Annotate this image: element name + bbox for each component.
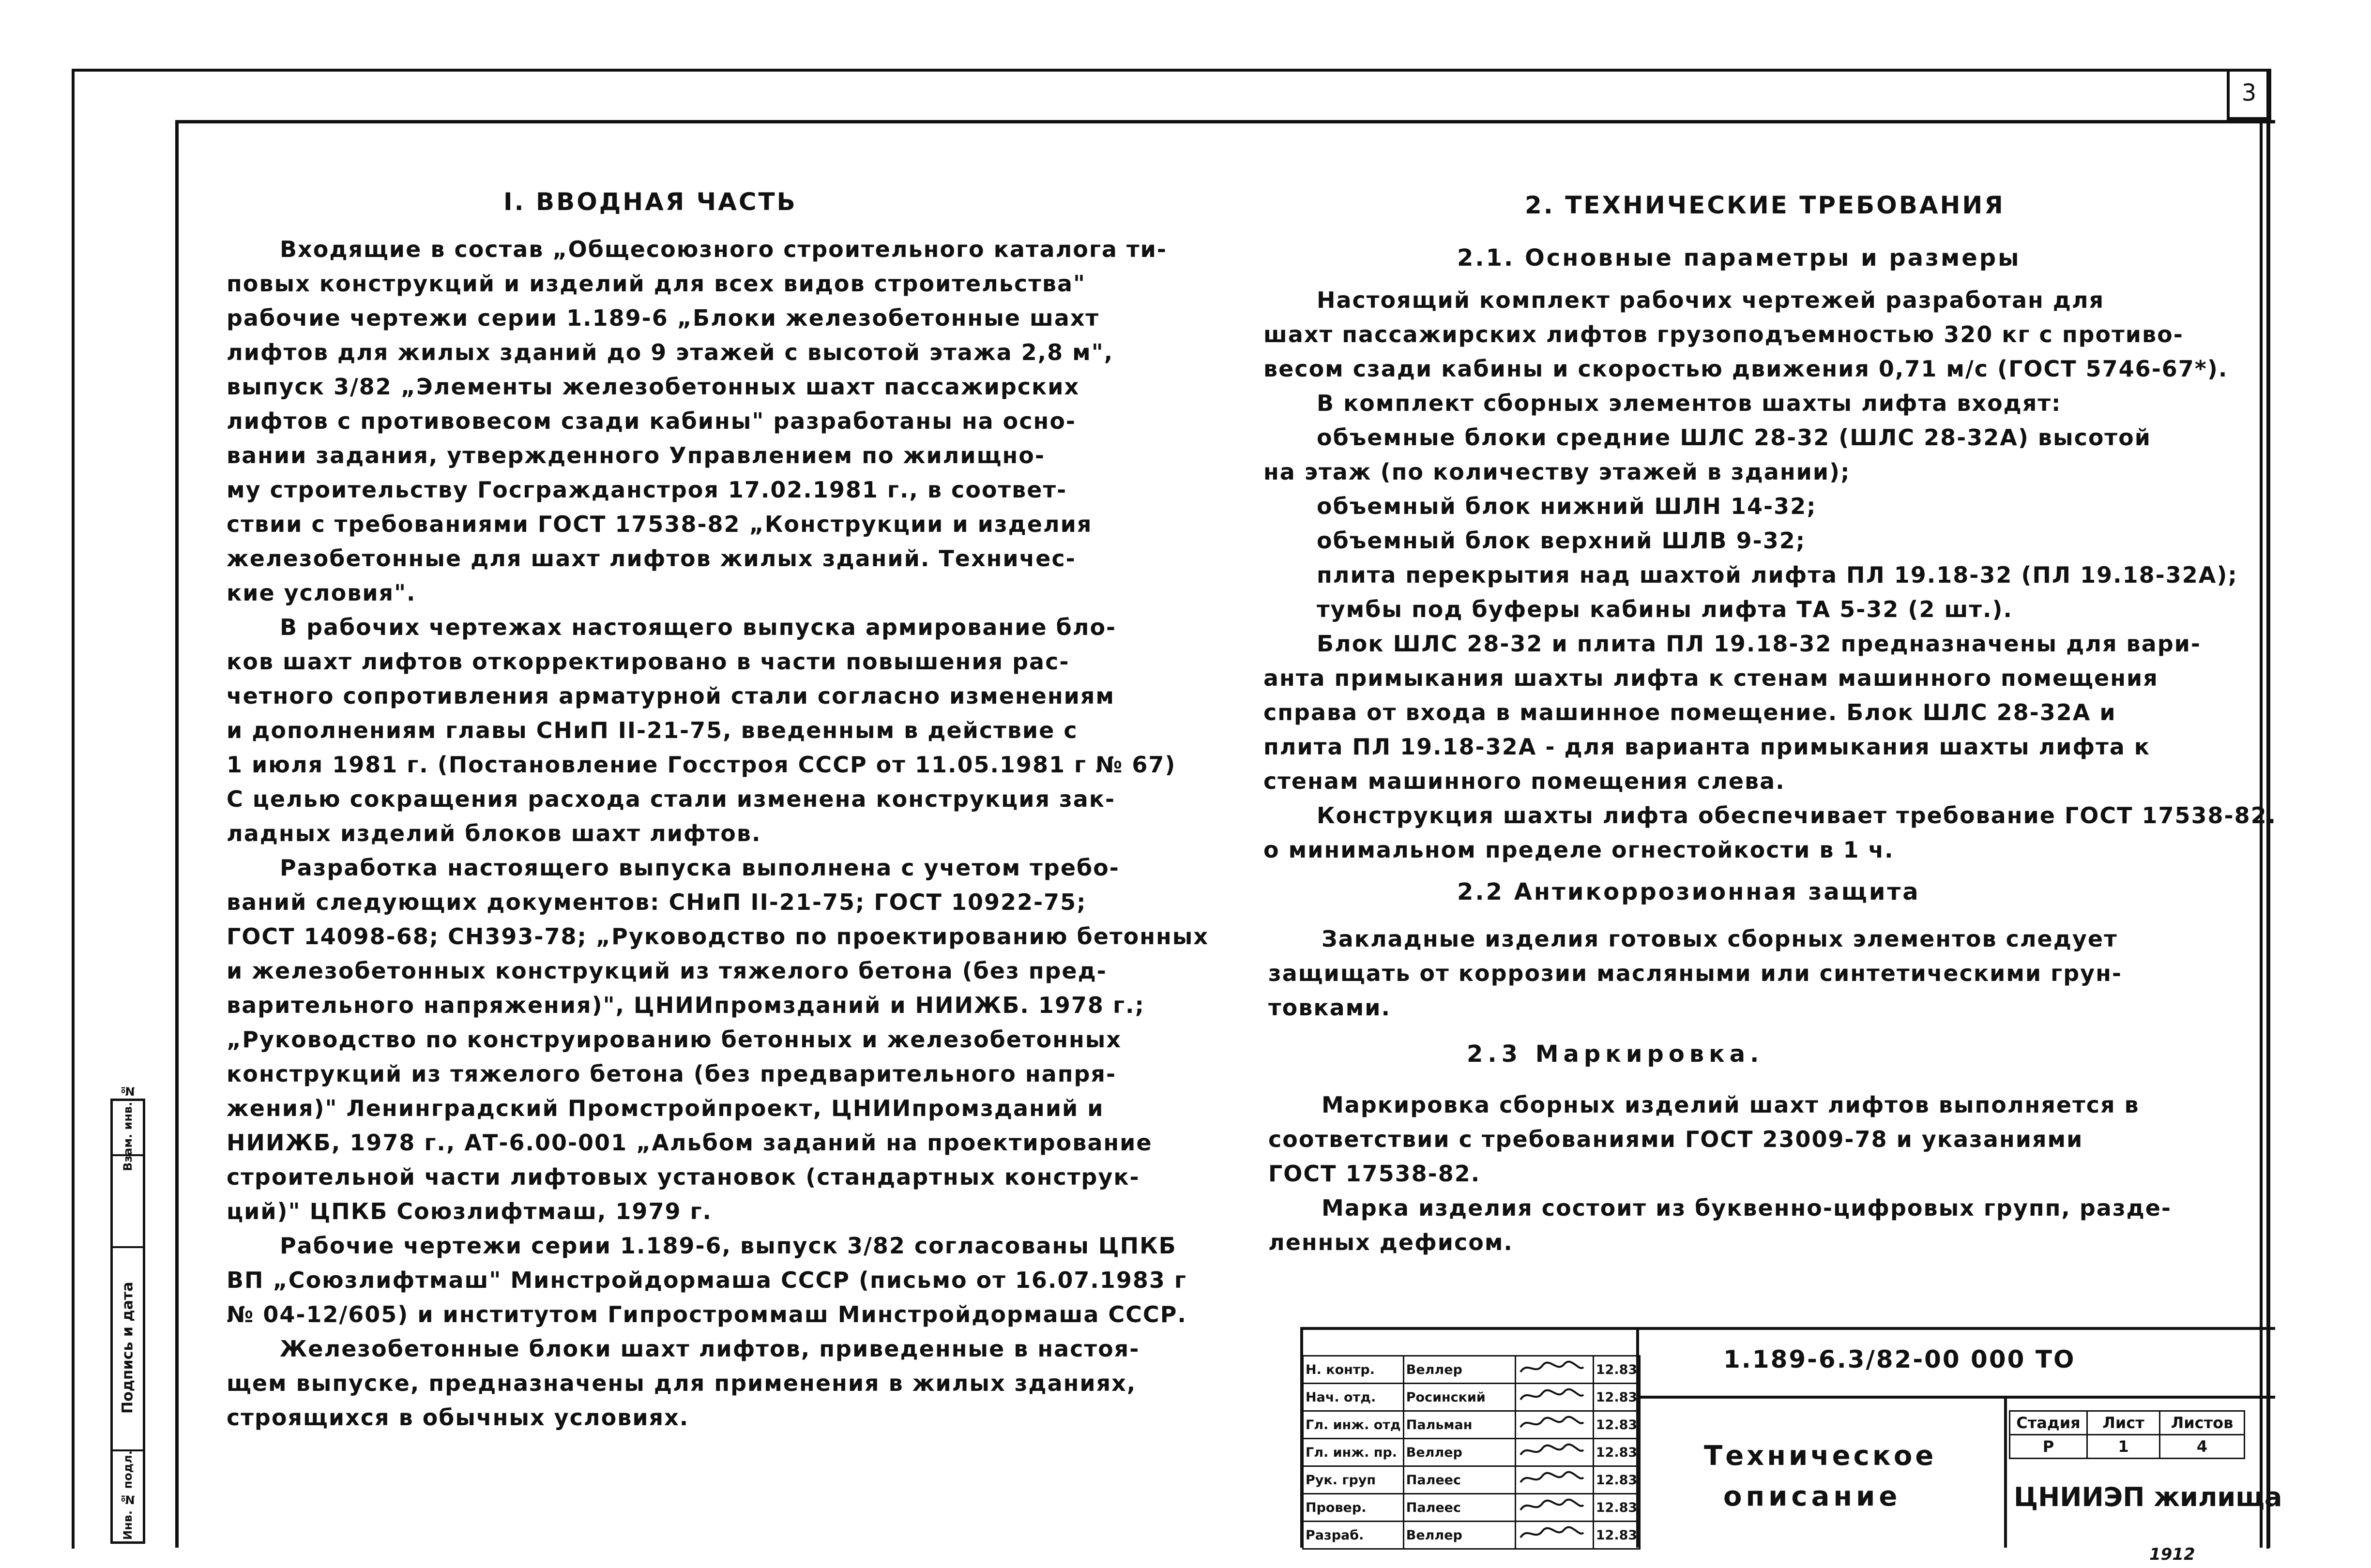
text-line: объемный блок нижний ШЛН 14-32;	[1317, 493, 1817, 519]
text-line: Разработка настоящего выпуска выполнена с учетом требо-	[280, 855, 1120, 881]
text-line: плита ПЛ 19.18-32А - для варианта примыкания шахты лифта к	[1263, 734, 2151, 760]
text-line: С целью сокращения расхода стали изменена конструкция зак-	[227, 786, 1116, 812]
text-line: ладных изделий блоков шахт лифтов.	[227, 820, 761, 846]
text-line: объемный блок верхний ШЛВ 9-32;	[1317, 528, 1806, 554]
text-line: лифтов для жилых зданий до 9 этажей с высотой этажа 2,8 м",	[227, 339, 1114, 365]
subsection-2-2-body	[1268, 922, 2122, 1025]
text-line: о минимальном пределе огнестойкости в 1 ч.	[1263, 837, 1894, 863]
sheet-label: Лист	[2087, 1411, 2160, 1435]
subsection-2-1-body	[1263, 283, 2277, 867]
signature-scribble	[1515, 1494, 1593, 1522]
text-line: и дополнениям главы СНиП II-21-75, введенным в действие с	[227, 717, 1078, 743]
text-line: Марка изделия состоит из буквенно-цифровых групп, разде-	[1322, 1195, 2172, 1221]
signature-name: Пальман	[1403, 1411, 1515, 1439]
text-line: товками.	[1268, 995, 1391, 1021]
text-line: В рабочих чертежах настоящего выпуска армирование бло-	[280, 614, 1117, 640]
signature-name: Веллер	[1403, 1439, 1515, 1466]
text-line: Закладные изделия готовых сборных элементов следует	[1322, 926, 2118, 952]
text-line: защищать от коррозии масляными или синтетическими грун-	[1268, 960, 2123, 986]
signature-name: Росинский	[1403, 1384, 1515, 1411]
text-line: шахт пассажирских лифтов грузоподъемностью 320 кг с противо-	[1263, 321, 2184, 347]
section1-body	[227, 232, 1209, 1435]
subsection-2-1-heading: 2.1. Основные параметры и размеры	[1457, 244, 2021, 271]
text-line: вании задания, утвержденного Управлением по жилищно-	[227, 442, 1045, 468]
signature-scribble-icon	[1518, 1524, 1586, 1543]
text-line: четного сопротивления арматурной стали согласно изменениям	[227, 683, 1115, 709]
subsection-2-3-heading: 2.3 Маркировка.	[1467, 1040, 1764, 1068]
signature-row	[1303, 1522, 1640, 1549]
signature-role: Разраб.	[1303, 1522, 1404, 1549]
signature-role: Гл. инж. пр.	[1303, 1439, 1404, 1466]
text-line: лифтов с противовесом сзади кабины" разработаны на осно-	[227, 408, 1077, 434]
signature-role: Н. контр.	[1303, 1356, 1404, 1384]
text-line: ций)" ЦПКБ Союзлифтмаш, 1979 г.	[227, 1198, 712, 1224]
text-line: тумбы под буферы кабины лифта ТА 5-32 (2 шт.).	[1317, 596, 2013, 622]
text-line: соответствии с требованиями ГОСТ 23009-78 и указаниями	[1268, 1126, 2083, 1152]
signature-scribble-icon	[1518, 1441, 1586, 1461]
signature-row	[1303, 1411, 1640, 1439]
document-code: 1.189-6.3/82-00 000 ТО	[1723, 1345, 2076, 1373]
text-line: строящихся в обычных условиях.	[227, 1404, 689, 1431]
signature-name: Веллер	[1403, 1356, 1515, 1384]
signature-row	[1303, 1439, 1640, 1466]
signature-date: 12.83	[1593, 1356, 1640, 1384]
text-line: № 04-12/605) и институтом Гипростроммаш Минстройдормаша СССР.	[227, 1301, 1187, 1327]
footnote-number: 1912	[2149, 1545, 2195, 1564]
signature-scribble	[1515, 1411, 1593, 1439]
stage-label: Стадия	[2010, 1411, 2087, 1435]
signature-row	[1303, 1384, 1640, 1411]
signature-row	[1303, 1466, 1640, 1494]
stage-table	[2009, 1410, 2245, 1459]
text-line: Рабочие чертежи серии 1.189-6, выпуск 3/82 согласованы ЦПКБ	[280, 1233, 1177, 1259]
text-line: Железобетонные блоки шахт лифтов, приведенные в настоя-	[280, 1336, 1140, 1362]
text-line: Настоящий комплект рабочих чертежей разработан для	[1317, 287, 2105, 313]
text-line: объемные блоки средние ШЛС 28-32 (ШЛС 28-32А) высотой	[1317, 424, 2151, 451]
text-line: ГОСТ 14098-68; СН393-78; „Руководство по проектированию бетонных	[227, 923, 1209, 950]
signature-scribble-icon	[1518, 1358, 1586, 1378]
text-line: ГОСТ 17538-82.	[1268, 1161, 1481, 1187]
signature-date: 12.83	[1593, 1466, 1640, 1494]
text-line: му строительству Госгражданстроя 17.02.1981 г., в соответ-	[227, 477, 1067, 503]
signature-scribble-icon	[1518, 1469, 1586, 1488]
doc-title-line2: описание	[1723, 1481, 1901, 1512]
sheets-label: Листов	[2160, 1411, 2245, 1435]
signature-scribble	[1515, 1356, 1593, 1384]
doc-title-line1: Техническое	[1704, 1440, 1937, 1472]
text-line: „Руководство по конструированию бетонных и железобетонных	[227, 1026, 1122, 1053]
signature-scribble	[1515, 1384, 1593, 1411]
signature-date: 12.83	[1593, 1384, 1640, 1411]
text-line: весом сзади кабины и скоростью движения 0,71 м/с (ГОСТ 5746-67*).	[1263, 356, 2228, 382]
signature-scribble	[1515, 1522, 1593, 1549]
signature-date: 12.83	[1593, 1439, 1640, 1466]
text-line: ствии с требованиями ГОСТ 17538-82 „Конструкции и изделия	[227, 511, 1093, 537]
text-line: ленных дефисом.	[1268, 1229, 1513, 1255]
vzam-inv-label: Взам. инв. №	[121, 1084, 135, 1171]
title-block-divider	[1636, 1396, 2275, 1399]
section2-heading: 2. ТЕХНИЧЕСКИЕ ТРЕБОВАНИЯ	[1525, 191, 2005, 219]
stage-value: Р	[2010, 1435, 2087, 1459]
inv-podl-label: Инв. № подл.	[121, 1450, 135, 1540]
signature-scribble	[1515, 1439, 1593, 1466]
text-line: ков шахт лифтов откорректировано в части повышения рас-	[227, 648, 1070, 675]
signature-role: Рук. груп	[1303, 1466, 1404, 1494]
text-line: кие условия".	[227, 580, 416, 606]
text-line: варительного напряжения)", ЦНИИпромзданий и НИИЖБ. 1978 г.;	[227, 992, 1145, 1018]
text-line: на этаж (по количеству этажей в здании);	[1263, 459, 1851, 485]
sheets-value: 4	[2160, 1435, 2245, 1459]
text-line: 1 июля 1981 г. (Постановление Госстроя СССР от 11.05.1981 г № 67)	[227, 752, 1176, 778]
text-line: плита перекрытия над шахтой лифта ПЛ 19.18-32 (ПЛ 19.18-32А);	[1317, 562, 2238, 588]
signature-row	[1303, 1494, 1640, 1522]
signature-scribble-icon	[1518, 1496, 1586, 1516]
text-line: щем выпуске, предназначены для применения в жилых зданиях,	[227, 1370, 1137, 1396]
text-line: Конструкция шахты лифта обеспечивает требование ГОСТ 17538-82.	[1317, 802, 2277, 829]
text-line: стенам машинного помещения слева.	[1263, 768, 1785, 794]
podpis-data-label: Подпись и дата	[119, 1282, 137, 1414]
text-line: выпуск 3/82 „Элементы железобетонных шахт пассажирских	[227, 374, 1080, 400]
signature-name: Палеес	[1403, 1466, 1515, 1494]
text-line: и железобетонных конструкций из тяжелого бетона (без пред-	[227, 958, 1107, 984]
side-stamp	[110, 1084, 145, 1544]
signature-role: Гл. инж. отд	[1303, 1411, 1404, 1439]
title-block-divider	[2004, 1396, 2007, 1548]
text-line: железобетонные для шахт лифтов жилых зданий. Техничес-	[227, 545, 1076, 572]
organization-name: ЦНИИЭП жилища	[2014, 1482, 2282, 1512]
signature-date: 12.83	[1593, 1522, 1640, 1549]
signature-scribble	[1515, 1466, 1593, 1494]
text-line: ВП „Союзлифтмаш" Минстройдормаша СССР (письмо от 16.07.1983 г	[227, 1267, 1187, 1293]
text-line: жения)" Ленинградский Промстройпроект, ЦНИИпромзданий и	[227, 1095, 1104, 1121]
text-line: повых конструкций и изделий для всех видов строительства"	[227, 271, 1086, 297]
section1-heading: I. ВВОДНАЯ ЧАСТЬ	[503, 188, 797, 216]
text-line: ваний следующих документов: СНиП II-21-75; ГОСТ 10922-75;	[227, 889, 1087, 915]
signature-scribble-icon	[1518, 1386, 1586, 1405]
text-line: рабочие чертежи серии 1.189-6 „Блоки железобетонные шахт	[227, 305, 1100, 331]
signature-role: Нач. отд.	[1303, 1384, 1404, 1411]
text-line: Блок ШЛС 28-32 и плита ПЛ 19.18-32 предназначены для вари-	[1317, 631, 2201, 657]
text-line: НИИЖБ, 1978 г., АТ-6.00-001 „Альбом заданий на проектирование	[227, 1130, 1153, 1156]
text-line: конструкций из тяжелого бетона (без предварительного напря-	[227, 1061, 1117, 1087]
sheet-value: 1	[2087, 1435, 2160, 1459]
text-line: В комплект сборных элементов шахты лифта входят:	[1317, 390, 2062, 416]
text-line: анта примыкания шахты лифта к стенам машинного помещения	[1263, 665, 2158, 691]
signature-name: Палеес	[1403, 1494, 1515, 1522]
text-line: строительной части лифтовых установок (стандартных конструк-	[227, 1164, 1140, 1190]
signature-date: 12.83	[1593, 1411, 1640, 1439]
text-line: Маркировка сборных изделий шахт лифтов выполняется в	[1322, 1092, 2140, 1118]
subsection-2-3-body	[1268, 1088, 2172, 1260]
signature-scribble-icon	[1518, 1414, 1586, 1433]
sheet-number: 3	[2227, 69, 2271, 120]
signature-role: Провер.	[1303, 1494, 1404, 1522]
signature-table	[1302, 1355, 1641, 1550]
subsection-2-2-heading: 2.2 Антикоррозионная защита	[1457, 878, 1920, 905]
signature-date: 12.83	[1593, 1494, 1640, 1522]
signature-name: Веллер	[1403, 1522, 1515, 1549]
text-line: справа от входа в машинное помещение. Блок ШЛС 28-32А и	[1263, 699, 2116, 725]
text-line: Входящие в состав „Общесоюзного строительного каталога ти-	[280, 236, 1167, 262]
signature-row	[1303, 1356, 1640, 1384]
